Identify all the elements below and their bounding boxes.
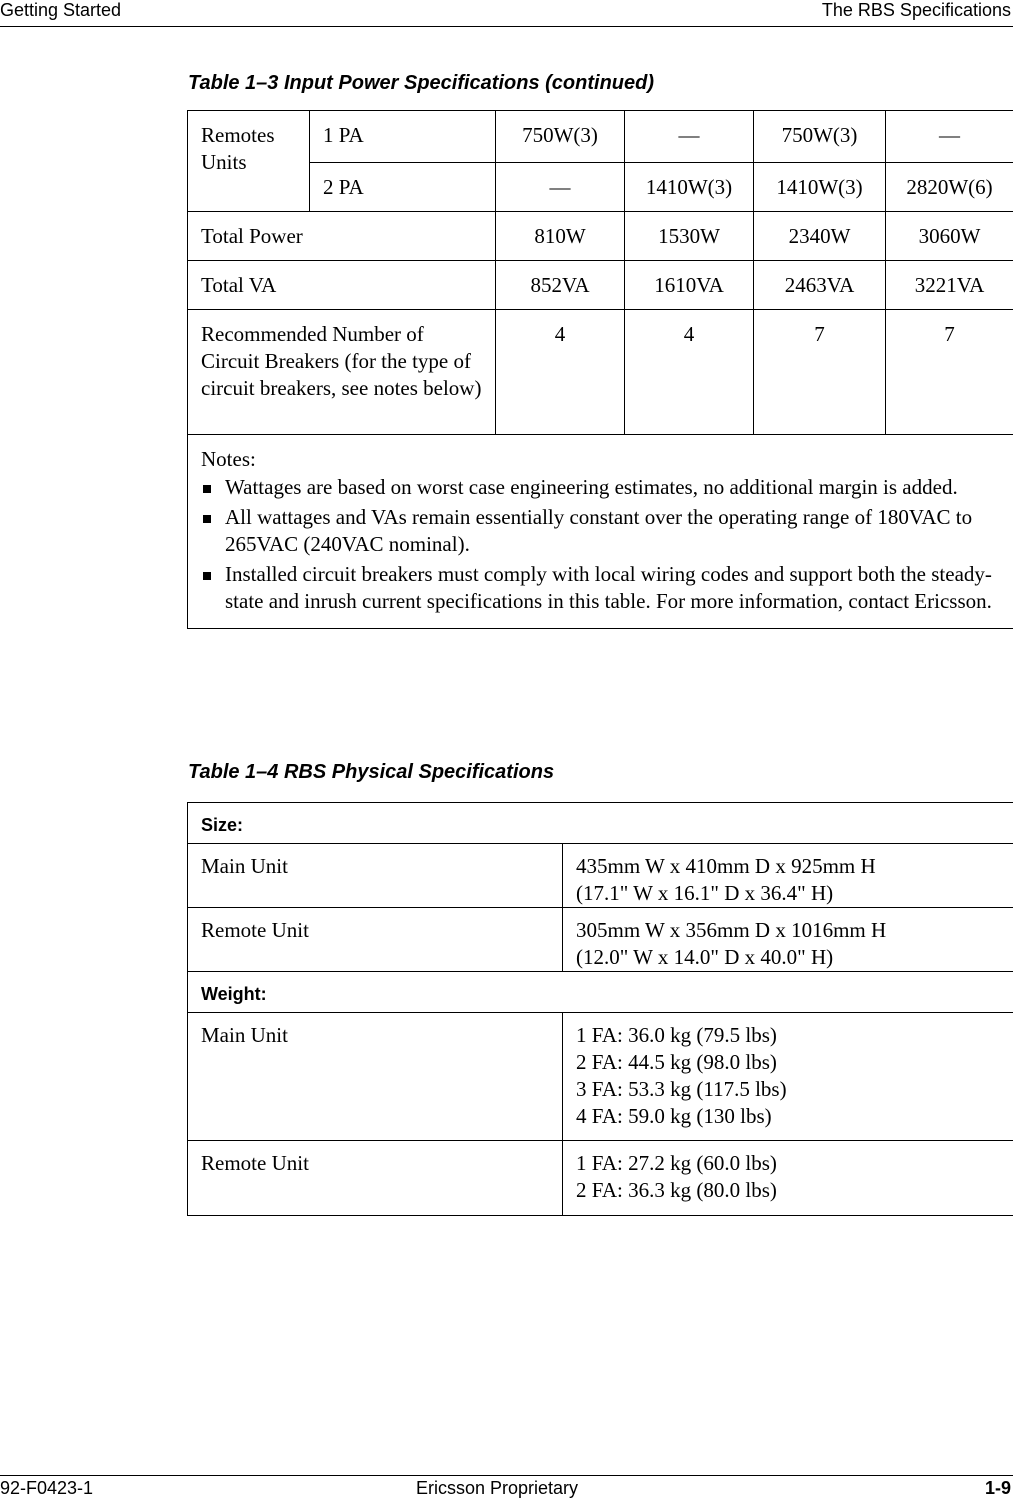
value-line: 4 FA: 59.0 kg (130 lbs) — [576, 1104, 772, 1128]
table-cell: 3060W — [886, 212, 1013, 261]
notes-row — [188, 435, 1013, 629]
table-cell: 3221VA — [886, 261, 1013, 310]
footer-rule — [0, 1475, 1013, 1476]
header-chapter: Getting Started — [0, 0, 122, 20]
table-cell: — — [496, 163, 625, 212]
value-line: 2 FA: 44.5 kg (98.0 lbs) — [576, 1050, 777, 1074]
table-cell: 7 — [886, 310, 1013, 435]
header-rule — [0, 26, 1013, 27]
notes-list — [201, 474, 1001, 615]
square-bullet-icon — [203, 572, 211, 580]
value-line: 2 FA: 36.3 kg (80.0 lbs) — [576, 1178, 777, 1202]
row-label: Total VA — [188, 261, 496, 310]
table-cell: 1610VA — [625, 261, 754, 310]
value-line: (17.1" W x 16.1" D x 36.4" H) — [576, 881, 834, 905]
row-label: 1 PA — [310, 111, 496, 163]
section-row — [188, 803, 1013, 844]
value-line: 1 FA: 36.0 kg (79.5 lbs) — [576, 1023, 777, 1047]
value-line: 3 FA: 53.3 kg (117.5 lbs) — [576, 1077, 787, 1101]
notes-title: Notes: — [201, 447, 256, 471]
table-cell — [563, 844, 1013, 908]
remote-units-label: Remotes Units — [188, 111, 310, 212]
notes-cell — [188, 435, 1013, 629]
physical-specs-table — [187, 802, 1013, 1216]
table-row — [188, 1013, 1013, 1141]
table-cell: 4 — [625, 310, 754, 435]
square-bullet-icon — [203, 485, 211, 493]
table-row — [188, 111, 1013, 163]
table-cell: 1410W(3) — [754, 163, 886, 212]
row-label: Main Unit — [188, 844, 563, 908]
table-cell: 7 — [754, 310, 886, 435]
note-text: Wattages are based on worst case engineering estimates, no additional margin is added. — [225, 475, 958, 499]
table-row — [188, 261, 1013, 310]
table-cell: — — [886, 111, 1013, 163]
table-cell: 852VA — [496, 261, 625, 310]
footer-doc-number: 92-F0423-1 — [0, 1478, 94, 1498]
table-1-4-caption: Table 1–4 RBS Physical Specifications — [188, 761, 555, 783]
note-text: All wattages and VAs remain essentially constant over the operating range of 180VAC to 265VAC (240VAC nominal). — [225, 505, 973, 556]
footer-proprietary: Ericsson Proprietary — [416, 1478, 579, 1498]
weight-heading: Weight: — [188, 972, 1013, 1013]
value-line: 435mm W x 410mm D x 925mm H — [576, 854, 876, 878]
size-heading: Size: — [188, 803, 1013, 844]
row-label: Main Unit — [188, 1013, 563, 1141]
table-cell: 4 — [496, 310, 625, 435]
table-row — [188, 163, 1013, 212]
list-item — [201, 474, 1001, 501]
list-item — [201, 561, 1001, 615]
table-cell: 750W(3) — [496, 111, 625, 163]
header-section: The RBS Specifications — [821, 0, 1011, 20]
value-line: 1 FA: 27.2 kg (60.0 lbs) — [576, 1151, 777, 1175]
table-cell: 2820W(6) — [886, 163, 1013, 212]
table-row — [188, 310, 1013, 435]
table-cell — [563, 1013, 1013, 1141]
table-cell — [563, 1141, 1013, 1216]
row-label: Total Power — [188, 212, 496, 261]
table-cell: 810W — [496, 212, 625, 261]
table-row — [188, 212, 1013, 261]
table-row — [188, 908, 1013, 972]
input-power-table — [187, 110, 1013, 629]
list-item — [201, 504, 1001, 558]
row-label: Remote Unit — [188, 908, 563, 972]
table-row — [188, 1141, 1013, 1216]
table-cell: 1530W — [625, 212, 754, 261]
section-row — [188, 972, 1013, 1013]
table-cell: 1410W(3) — [625, 163, 754, 212]
note-text: Installed circuit breakers must comply with local wiring codes and support both the steady-state and inrush current specifications in this table. For more information, contact Ericsson. — [225, 562, 992, 613]
table-cell: — — [625, 111, 754, 163]
table-row — [188, 844, 1013, 908]
table-cell — [563, 908, 1013, 972]
value-line: 305mm W x 356mm D x 1016mm H — [576, 918, 887, 942]
table-cell: 750W(3) — [754, 111, 886, 163]
page-number: 1-9 — [984, 1478, 1011, 1498]
table-cell: 2340W — [754, 212, 886, 261]
square-bullet-icon — [203, 515, 211, 523]
row-label: Remote Unit — [188, 1141, 563, 1216]
row-label: 2 PA — [310, 163, 496, 212]
table-cell: 2463VA — [754, 261, 886, 310]
table-1-3-caption: Table 1–3 Input Power Specifications (continued) — [188, 72, 654, 94]
row-label: Recommended Number of Circuit Breakers (for the type of circuit breakers, see notes below) — [188, 310, 496, 435]
value-line: (12.0" W x 14.0" D x 40.0" H) — [576, 945, 834, 969]
